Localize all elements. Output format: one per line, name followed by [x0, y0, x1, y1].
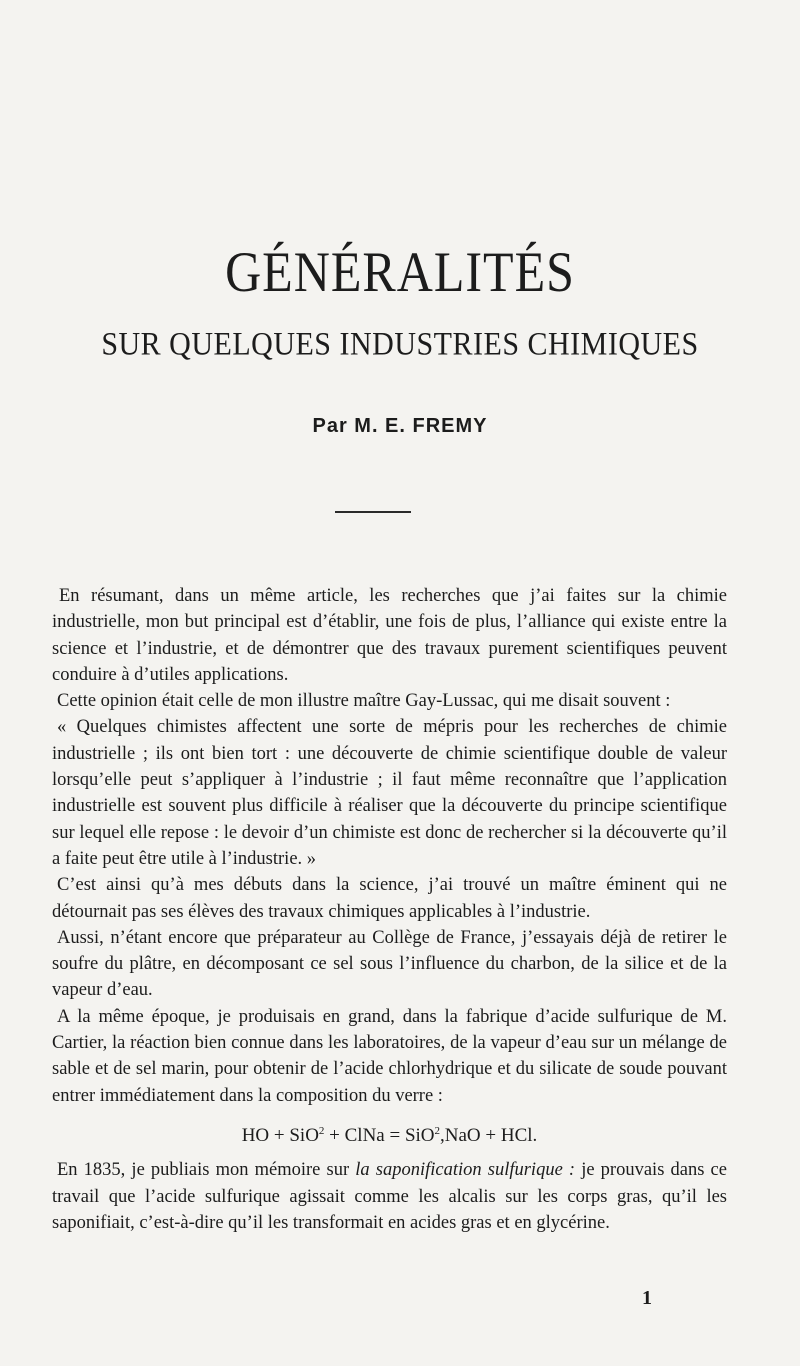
equation-part: ,NaO + HCl. [440, 1124, 538, 1146]
quotation-paragraph: « Quelques chimistes affectent une sorte de mépris pour les recherches de chimie industrielle ; ils ont bien tort : une découverte de chimie scientifique double de valeur lorsqu’elle peut s’appliquer à l’industrie ; il faut même reconnaître que l’application industrielle est souvent plus difficile à réaliser que la découverte du principe scientifique sur lequel elle repose : le devoir d’un chimiste est donc de rechercher si la découverte qu’il a faite peut être utile à l’industrie. » [52, 717, 727, 869]
equation-subscript: 2 [318, 1124, 325, 1137]
paragraph: Aussi, n’étant encore que préparateur au Collège de France, j’essayais déjà de retirer le soufre du plâtre, en décomposant ce sel sous l’influence du charbon, de la silice et de la vapeur d’eau. [52, 927, 727, 1001]
equation-subscript: 2 [434, 1124, 441, 1137]
paragraph: Cette opinion était celle de mon illustre maître Gay-Lussac, qui me disait souvent : [57, 691, 671, 712]
paragraph: En résumant, dans un même article, les recherches que j’ai faites sur la chimie industrielle, mon but principal est d’établir, une fois de plus, l’alliance qui existe entre la science et l’industrie, et de démontrer que des travaux purement scientifiques peuvent conduire à d’utiles applications. [52, 586, 727, 685]
separator-rule [335, 511, 411, 513]
paragraph-text: En 1835, je publiais mon mémoire sur [57, 1160, 356, 1181]
paragraph [52, 1157, 727, 1236]
author-line: Par M. E. FREMY [312, 415, 488, 437]
memoir-title: la saponification sulfurique : [355, 1160, 576, 1181]
page-title: GÉNÉRALITÉS [225, 239, 575, 304]
equation-part: HO + SiO [241, 1124, 319, 1146]
page-number: 1 [642, 1287, 652, 1309]
page-subtitle: SUR QUELQUES INDUSTRIES CHIMIQUES [101, 326, 699, 363]
paragraph: C’est ainsi qu’à mes débuts dans la science, j’ai trouvé un maître éminent qui ne détournait pas ses élèves des travaux chimiques applicables à l’industrie. [52, 875, 727, 922]
article-body [52, 583, 727, 1236]
paragraph-text: je prouvais dans ce travail que l’acide sulfurique agissait comme les alcalis sur les corps gras, qu’il les saponifiait, c’est-à-dire qu’il les transformait en acides gras et en glycérine. [52, 1160, 727, 1233]
equation-part: + ClNa = SiO [324, 1124, 435, 1146]
paragraph: A la même époque, je produisais en grand, dans la fabrique d’acide sulfurique de M. Cartier, la réaction bien connue dans les laboratoires, de la vapeur d’eau sur un mélange de sable et de sel marin, pour obtenir de l’acide chlorhydrique et du silicate de soude pouvant entrer immédiatement dans la composition du verre : [52, 1006, 727, 1106]
chemical-equation [52, 1118, 727, 1149]
